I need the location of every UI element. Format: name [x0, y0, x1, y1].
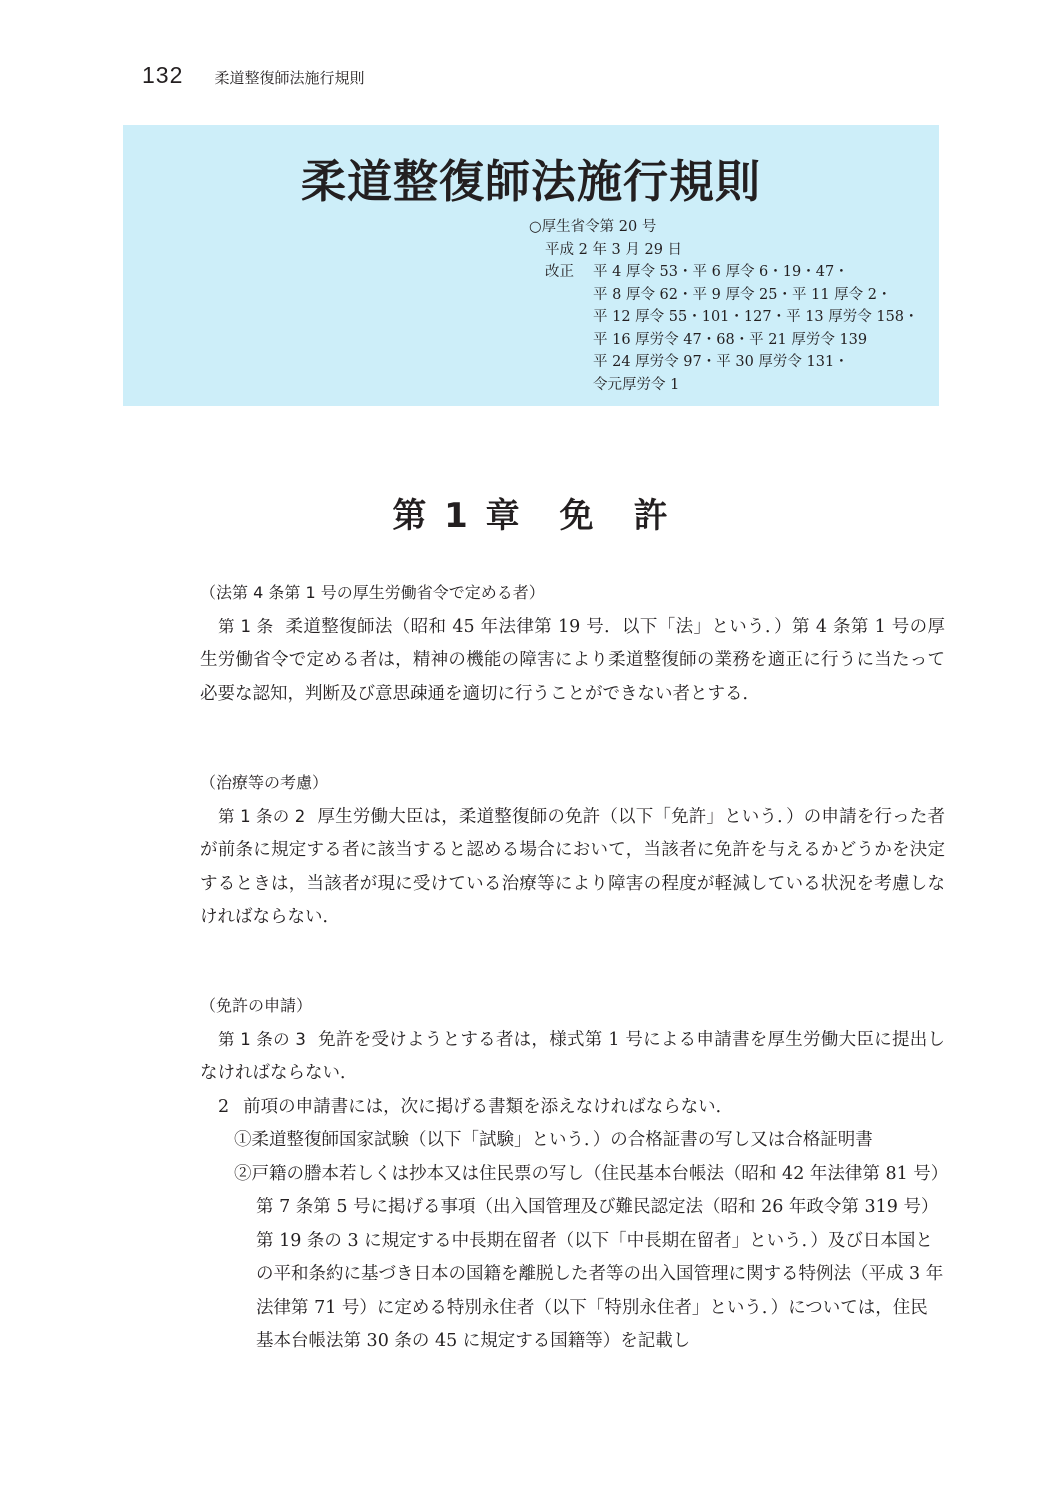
list-item: ①柔道整復師国家試験（以下「試験」という．）の合格証書の写し又は合格証明書 [234, 1130, 873, 1150]
article-paragraph [200, 800, 945, 935]
amendment-line: 平 8 厚令 62・平 9 厚令 25・平 11 厚令 2・ [593, 286, 892, 303]
article-text: 厚生労働大臣は，柔道整復師の免許（以下「免許」という．）の申請を行った者が前条に規定する者に該当すると認める場合において，当該者に免許を与えるかどうかを決定するときは，当該者が現に受けている治療等により障害の程度が軽減している状況を考慮しなければならない． [200, 806, 946, 927]
amendment-line: 平 24 厚労令 97・平 30 厚労令 131・ [593, 354, 849, 370]
article-text: 免許を受けようとする者は，様式第 1 号による申請書を厚生労働大臣に提出しなければならない． [200, 1029, 945, 1083]
amendment-line: 平 12 厚令 55・101・127・平 13 厚労令 158・ [593, 309, 919, 325]
clause-text: 前項の申請書には，次に掲げる書類を添えなければならない． [243, 1096, 734, 1117]
clause-paragraph [200, 1091, 945, 1125]
section-article-1-2 [200, 766, 945, 935]
amendment-line: 平 4 厚令 53・平 6 厚令 6・19・47・ [593, 264, 849, 280]
running-title: 柔道整復師法施行規則 [214, 69, 365, 87]
article-paragraph [200, 610, 945, 712]
section-caption: （免許の申請） [200, 996, 313, 1015]
amendment-label: 改正 [545, 264, 574, 280]
amendment-line: 平 16 厚労令 47・68・平 21 厚労令 139 [593, 331, 868, 348]
section-article-1 [200, 576, 945, 711]
article-label: 第 1 条 [218, 616, 274, 636]
section-caption: （法第 4 条第 1 号の厚生労働省令で定める者） [200, 583, 545, 602]
ordinance-number: ○厚生省令第 20 号 [529, 219, 657, 235]
article-label: 第 1 条の 2 [218, 806, 306, 826]
law-title: 柔道整復師法施行規則 [300, 155, 761, 208]
law-metadata [529, 216, 919, 396]
article-paragraph [200, 1023, 945, 1091]
promulgation-date: 平成 2 年 3 月 29 日 [545, 241, 683, 258]
law-title-box [123, 125, 939, 406]
chapter-heading: 第 1 章 免 許 [392, 496, 671, 536]
amendment-line: 令元厚労令 1 [593, 376, 680, 393]
amendment-first-row [529, 261, 919, 284]
article-text: 柔道整復師法（昭和 45 年法律第 19 号．以下「法」という．）第 4 条第 1 号の厚生労働省令で定める者は，精神の機能の障害により柔道整復師の業務を適正に行うに当たって必要な認知，判断及び意思疎通を適切に行うことができない者とする． [200, 616, 945, 704]
section-caption: （治療等の考慮） [200, 773, 329, 792]
list-item: ②戸籍の謄本若しくは抄本又は住民票の写し（住民基本台帳法（昭和 42 年法律第 81 号）第 7 条第 5 号に掲げる事項（出入国管理及び難民認定法（昭和 26 年政令第 319 号）第 19 条の 3 に規定する中長期在留者（以下「中長期在留者」という．）及び日本国との平和条約に基づき日本の国籍を離脱した者等の出入国管理に関する特例法（平成 3 年法律第 71 号）に定める特別永住者（以下「特別永住者」という．）については，住民基本台帳法第 30 条の 45 に規定する国籍等）を記載し [234, 1163, 944, 1351]
section-article-1-3 [200, 989, 945, 1359]
page-number: 132 [142, 62, 184, 88]
running-header [142, 62, 364, 92]
article-label: 第 1 条の 3 [218, 1029, 306, 1049]
clause-number: 2 [218, 1096, 230, 1117]
